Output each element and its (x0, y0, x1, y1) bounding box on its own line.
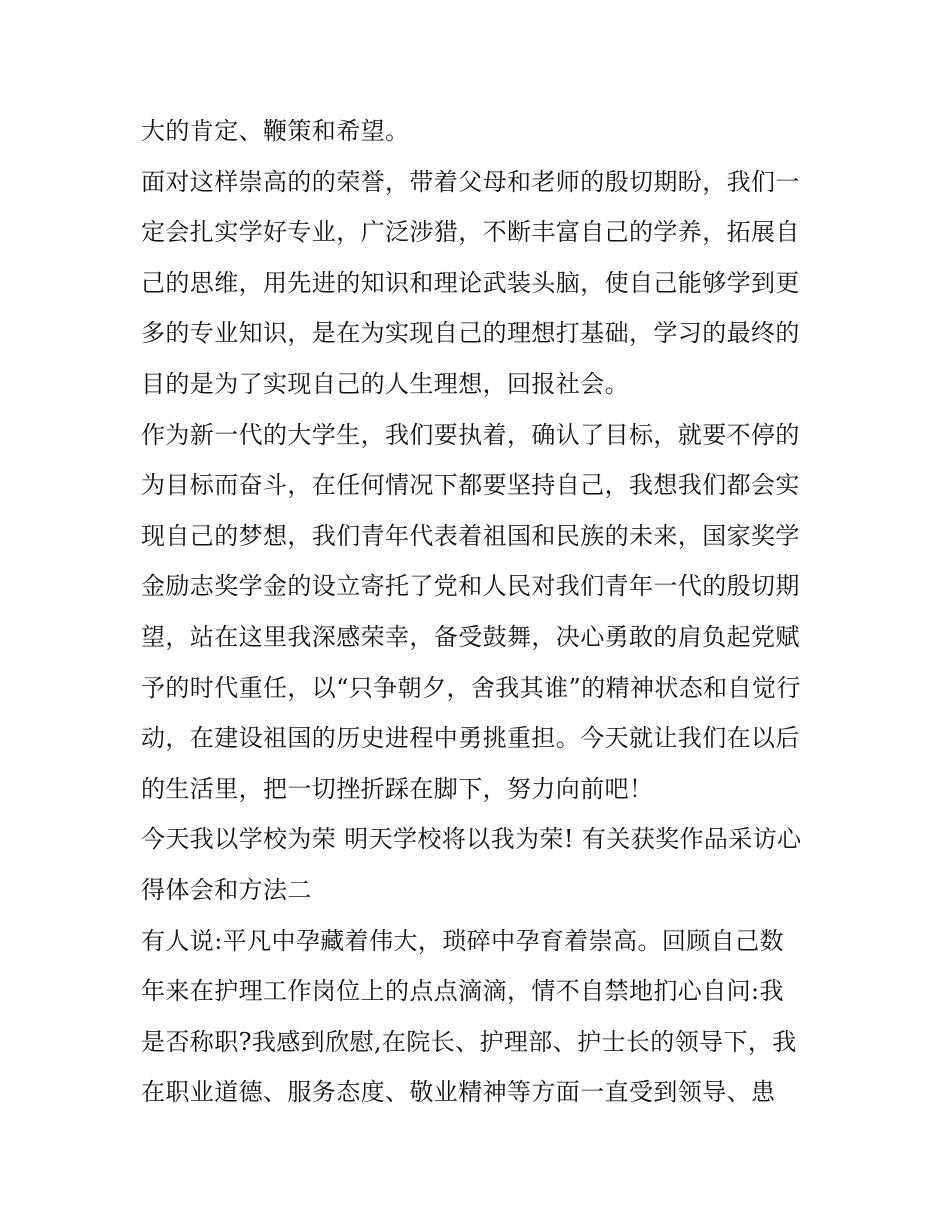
text-line: 有人说:平凡中孕藏着伟大，琐碎中孕育着崇高。回顾自己数 (141, 926, 784, 955)
text-line: 望，站在这里我深感荣幸，备受鼓舞，决心勇敢的肩负起党赋 (141, 622, 800, 651)
text-line: 为目标而奋斗，在任何情况下都要坚持自己，我想我们都会实 (141, 471, 800, 500)
text-line: 金励志奖学金的设立寄托了党和人民对我们青年一代的殷切期 (141, 572, 800, 601)
text-line: 目的是为了实现自己的人生理想，回报社会。 (141, 369, 629, 398)
text-line: 予的时代重任，以“只争朝夕，舍我其谁”的精神状态和自觉行 (141, 673, 801, 702)
text-line: 年来在护理工作岗位上的点点滴滴，情不自禁地扪心自问:我 (141, 977, 784, 1006)
text-line: 的生活里，把一切挫折踩在脚下，努力向前吧！ (141, 774, 654, 803)
text-line: 动，在建设祖国的历史进程中勇挑重担。今天就让我们在以后 (141, 724, 800, 753)
text-line: 今天我以学校为荣 明天学校将以我为荣! 有关获奖作品采访心 (141, 825, 802, 854)
text-line: 现自己的梦想，我们青年代表着祖国和民族的未来，国家奖学 (141, 521, 800, 550)
text-line: 在职业道德、服务态度、敬业精神等方面一直受到领导、患 (141, 1078, 776, 1107)
text-line: 得体会和方法二 (141, 875, 312, 904)
text-line: 多的专业知识，是在为实现自己的理想打基础，学习的最终的 (141, 319, 800, 348)
text-line: 大的肯定、鞭策和希望。 (141, 117, 410, 145)
document-body (141, 106, 813, 1118)
text-line: 面对这样崇高的的荣誉，带着父母和老师的殷切期盼，我们一 (141, 167, 800, 196)
text-line: 是否称职?我感到欣慰,在院长、护理部、护士长的领导下，我 (141, 1027, 797, 1056)
text-line: 定会扎实学好专业，广泛涉猎，不断丰富自己的学养，拓展自 (141, 218, 800, 247)
text-line: 己的思维，用先进的知识和理论武装头脑，使自己能够学到更 (141, 268, 800, 297)
text-line: 作为新一代的大学生，我们要执着，确认了目标，就要不停的 (141, 420, 800, 449)
